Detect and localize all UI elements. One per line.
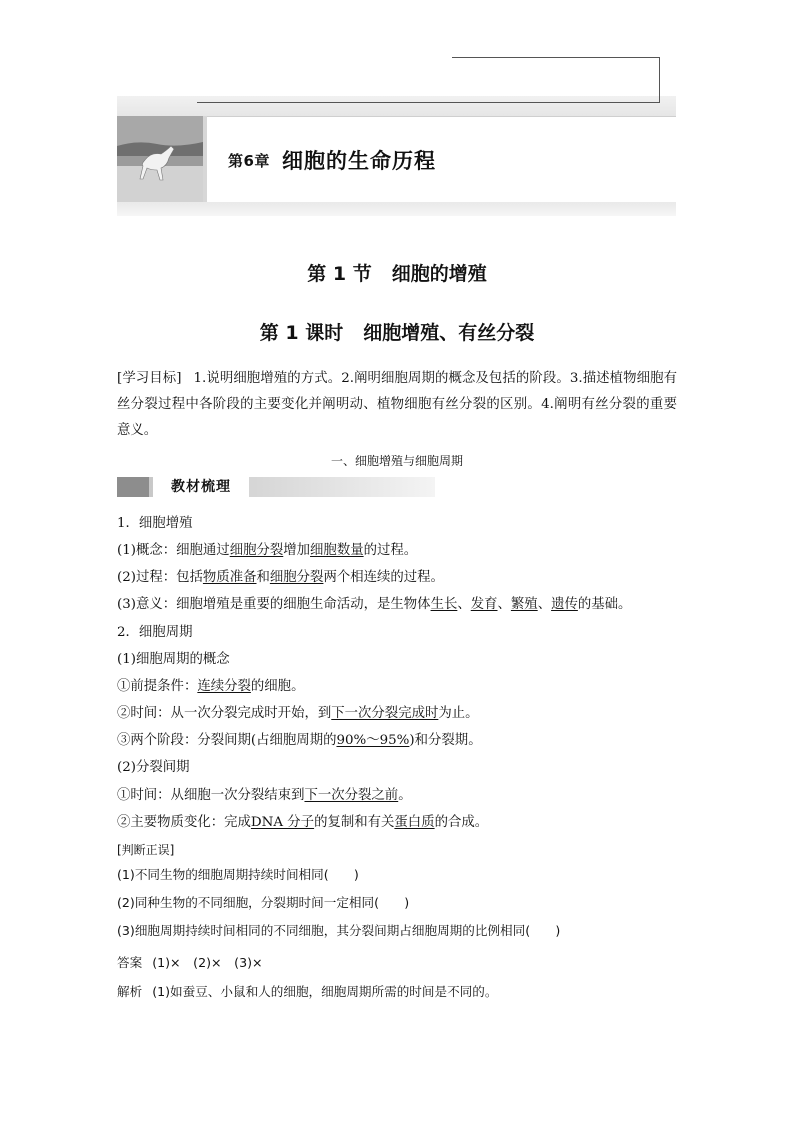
- banner-frame: [197, 57, 660, 103]
- text: (2)过程：包括: [117, 570, 203, 585]
- judge-question-1: (1)不同生物的细胞周期持续时间相同( ): [117, 867, 359, 882]
- text: 的复制和有关: [314, 815, 395, 830]
- text: 的基础。: [577, 597, 632, 612]
- sub-heading: 一、细胞增殖与细胞周期: [330, 454, 463, 468]
- blank-answer: 下一次分裂之前: [304, 788, 399, 803]
- line-interphase: (2)分裂间期: [117, 760, 190, 775]
- text: ②时间：从一次分裂完成时开始，到: [117, 706, 332, 721]
- section-title: [0, 259, 794, 286]
- text: ①前提条件：: [117, 679, 198, 694]
- blank-answer: 发育: [470, 597, 498, 612]
- line-concept: [117, 542, 417, 560]
- objectives-label: [学习目标]: [117, 371, 182, 386]
- blank-answer: 繁殖: [510, 597, 538, 612]
- judge-question-2: (2)同种生物的不同细胞，分裂期时间一定相同( ): [117, 895, 410, 910]
- text: (3)意义：细胞增殖是重要的细胞生命活动，是生物体: [117, 597, 431, 612]
- heading-cell-cycle: 2．细胞周期: [117, 625, 193, 640]
- line-time: [117, 705, 479, 723]
- judge-label: [判断正误]: [117, 843, 175, 857]
- blank-answer: 细胞数量: [310, 543, 364, 558]
- chapter-number: 第6章: [228, 152, 270, 170]
- text: 的合成。: [434, 815, 489, 830]
- blank-answer: 90%～95%: [336, 733, 410, 748]
- text: 、: [497, 597, 511, 612]
- section-name: 细胞的增殖: [391, 263, 487, 285]
- text: 为止。: [438, 706, 479, 721]
- banner-panel: [207, 116, 676, 203]
- blank-answer: DNA 分子: [250, 815, 315, 830]
- blank-answer: 物质准备: [202, 570, 257, 585]
- text: )和分裂期。: [409, 733, 482, 748]
- line-material-change: [117, 814, 488, 832]
- horse-illustration: [117, 116, 203, 202]
- answer-line: [117, 954, 263, 972]
- text: 、: [537, 597, 552, 612]
- lesson-title: [0, 318, 794, 345]
- banner-bottom-strip: [117, 202, 676, 216]
- blank-answer: 细胞分裂: [229, 543, 284, 558]
- blank-answer: 生长: [430, 597, 458, 612]
- section-number: 第 1 节: [307, 263, 372, 285]
- analysis-line: [117, 983, 497, 1001]
- judge-question-3: (3)细胞周期持续时间相同的不同细胞，其分裂间期占细胞周期的比例相同( ): [117, 923, 561, 938]
- objectives-text: 1.说明细胞增殖的方式。2.阐明细胞周期的概念及包括的阶段。3.描述植物细胞有丝分裂过程中各阶段的主要变化并阐明动、植物细胞有丝分裂的区别。4.阐明有丝分裂的重要意义。: [117, 371, 677, 438]
- line-precondition: [117, 678, 304, 696]
- blank-answer: 细胞分裂: [269, 570, 324, 585]
- analysis-label: 解析: [117, 984, 143, 999]
- text: 两个相连续的过程。: [323, 570, 444, 585]
- line-process: [117, 569, 444, 587]
- learning-objectives: [117, 366, 677, 444]
- blank-answer: 遗传: [551, 597, 578, 612]
- lesson-name: 细胞增殖、有丝分裂: [363, 322, 535, 344]
- horse-photo: [117, 116, 203, 202]
- bar-block: [117, 477, 149, 497]
- text: ①时间：从细胞一次分裂结束到: [117, 788, 305, 803]
- analysis-text: (1)如蚕豆、小鼠和人的细胞，细胞周期所需的时间是不同的。: [152, 984, 498, 999]
- answer-items: (1)× (2)× (3)×: [152, 955, 263, 970]
- text: (1)概念：细胞通过: [117, 543, 230, 558]
- bar-label: 教材梳理: [153, 477, 249, 497]
- text: ②主要物质变化：完成: [117, 815, 251, 830]
- section-bar: [117, 477, 435, 497]
- text: 增加: [283, 543, 311, 558]
- answer-label: 答案: [117, 955, 143, 970]
- banner-rule: [452, 57, 660, 58]
- line-significance: [117, 596, 631, 614]
- line-cycle-concept: (1)细胞周期的概念: [117, 652, 230, 667]
- line-interphase-time: [117, 787, 412, 805]
- text: ③两个阶段：分裂间期(占细胞周期的: [117, 733, 337, 748]
- text: 。: [398, 788, 412, 803]
- text: 、: [457, 597, 471, 612]
- line-two-stages: [117, 732, 482, 750]
- text: 的过程。: [363, 543, 418, 558]
- blank-answer: 蛋白质: [394, 815, 435, 830]
- lesson-number: 第 1 课时: [259, 322, 344, 344]
- text: 和: [256, 570, 270, 585]
- blank-answer: 下一次分裂完成时: [331, 706, 439, 721]
- heading-cell-proliferation: 1．细胞增殖: [117, 516, 193, 531]
- chapter-title: 细胞的生命历程: [282, 149, 436, 173]
- text: 的细胞。: [250, 679, 305, 694]
- blank-answer: 连续分裂: [197, 679, 251, 694]
